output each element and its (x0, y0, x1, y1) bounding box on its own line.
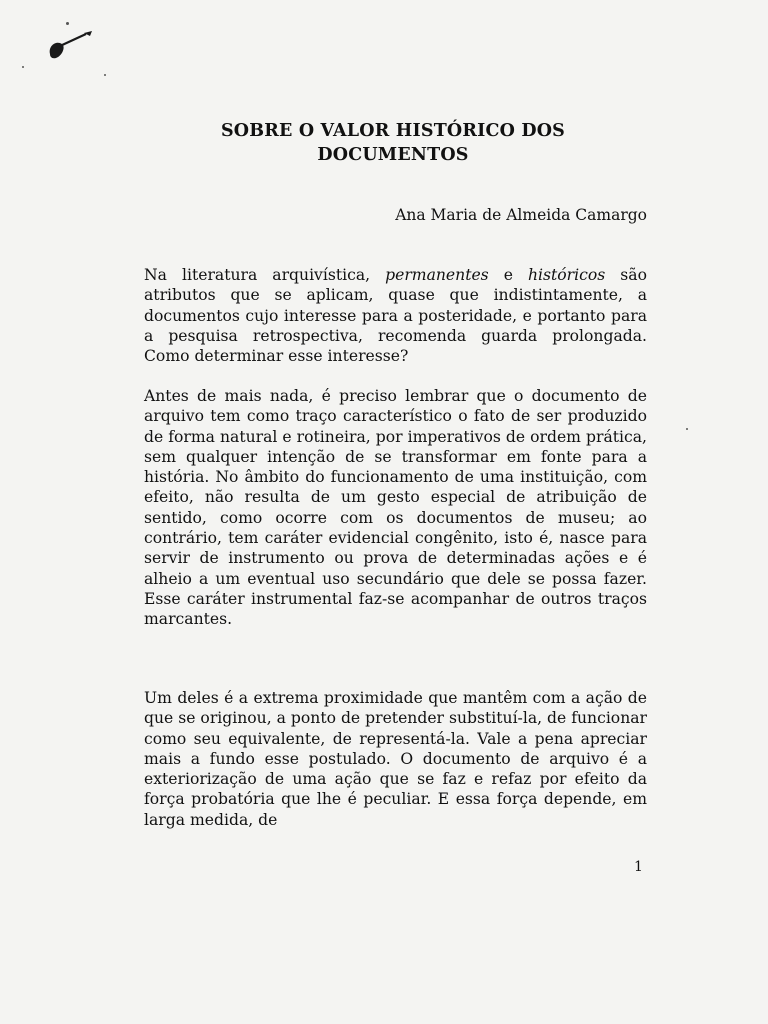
ink-smudge-mark (40, 28, 100, 68)
title-line-1: SOBRE O VALOR HISTÓRICO DOS (220, 121, 566, 141)
scan-speck (66, 22, 69, 25)
paragraph-1-rest: são atributos que se aplicam, quase que indistintamente, a documentos cujo interesse para a posteridade, e portanto para a pesquisa retrospectiva, recomenda guarda prolongada. Como determinar esse interesse? (144, 266, 647, 366)
scan-speck (686, 428, 688, 430)
scan-speck (22, 66, 24, 68)
document-title (150, 119, 636, 167)
page-number: 1 (634, 859, 643, 875)
term-historicos: históricos (527, 266, 606, 284)
title-line-2: DOCUMENTOS (317, 145, 469, 165)
paragraph-1-conjunction: e (488, 266, 528, 284)
author-name: Ana Maria de Almeida Camargo (395, 206, 647, 224)
paragraph-1-intro: Na literatura arquivística, (144, 266, 386, 284)
paragraph-3: Um deles é a extrema proximidade que mantêm com a ação de que se originou, a ponto de pretender substituí-la, de funcionar como seu equivalente, de representá-la. Vale a pena apreciar mais a fundo esse postulado. O documento de arquivo é a exteriorização de uma ação que se faz e refaz por efeito da força probatória que lhe é peculiar. E essa força depende, em larga medida, de (144, 689, 647, 829)
paragraph-2: Antes de mais nada, é preciso lembrar que o documento de arquivo tem como traço característico o fato de ser produzido de forma natural e rotineira, por imperativos de ordem prática, sem qualquer intenção de se transformar em fonte para a história. No âmbito do funcionamento de uma instituição, com efeito, não resulta de um gesto especial de atribuição de sentido, como ocorre com os documentos de museu; ao contrário, tem caráter evidencial congênito, isto é, nasce para servir de instrumento ou prova de determinadas ações e é alheio a um eventual uso secundário que dele se possa fazer. Esse caráter instrumental faz-se acompanhar de outros traços marcantes. (144, 387, 647, 629)
paragraph-1 (144, 265, 647, 366)
scan-speck (104, 74, 106, 76)
term-permanentes: permanentes (385, 266, 489, 284)
